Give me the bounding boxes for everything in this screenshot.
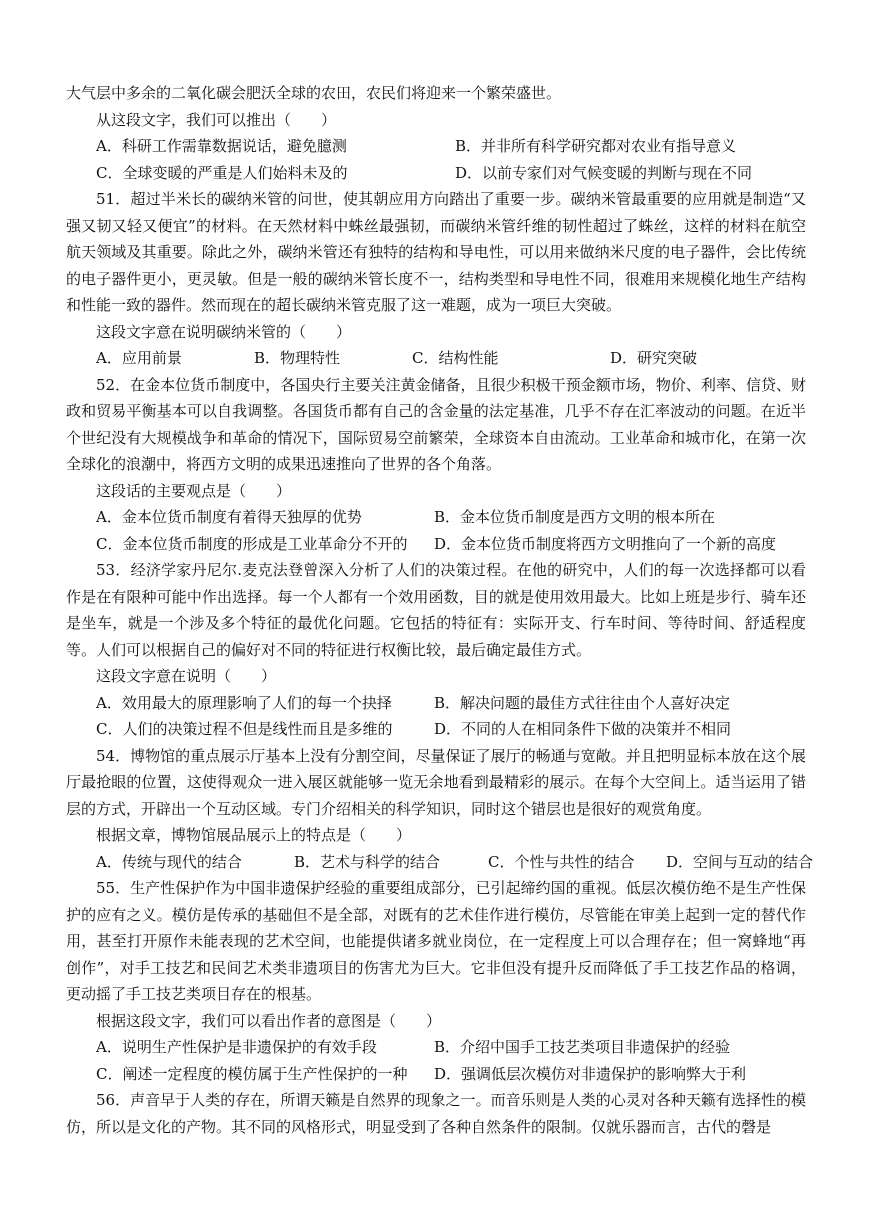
option-b: B．物理特性 [254,349,341,367]
option-d: D．不同的人在相同条件下做的决策并不相同 [434,720,732,738]
option-d: D．研究突破 [610,349,698,367]
option-b: B．解决问题的最佳方式往往由个人喜好决定 [434,693,731,712]
option-d: D．空间与互动的结合 [666,852,814,871]
option-b: B．艺术与科学的结合 [294,852,441,871]
option-b: B．金本位货币制度是西方文明的根本所在 [434,508,716,526]
question-52-stem: 这段话的主要观点是（ ） [96,481,292,500]
option-c: C．金本位货币制度的形成是工业革命分不开的 [96,534,408,553]
option-c: C．阐述一定程度的模仿属于生产性保护的一种 [96,1064,408,1083]
option-c: C．全球变暖的严重是人们始料未及的 [96,163,348,182]
document-page [66,80,814,1140]
option-b: B．并非所有科学研究都对农业有指导意义 [455,137,737,155]
question-54-passage: 54．博物馆的重点展示厅基本上没有分割空间，尽量保证了展厅的畅通与宽敞。并且把明显标本放在这个展厅最抢眼的位置，这使得观众一进入展区就能够一览无余地看到最精彩的展示。在每个大空间上。适当运用了错层的方式，开辟出一个互动区域。专门介绍相关的科学知识，同时这个错层也是很好的观赏角度。 [66,746,806,818]
question-54-options [66,849,814,876]
question-51-passage: 51．超过半米长的碳纳米管的问世，使其朝应用方向踏出了重要一步。碳纳米管最重要的应用就是制造“又强又韧又轻又便宜”的材料。在天然材料中蛛丝最强韧，而碳纳米管纤维的韧性超过了蛛丝，这样的材料在航空航天领域及其重要。除此之外，碳纳米管还有独特的结构和导电性，可以用来做纳米尺度的电子器件，会比传统的电子器件更小，更灵敏。但是一般的碳纳米管长度不一，结构类型和导电性不同，很难用来规模化地生产结构和性能一致的器件。然而现在的超长碳纳米管克服了这一难题，成为一项巨大突破。 [66,190,806,314]
option-a: A．应用前景 [96,349,182,367]
option-c: C．结构性能 [412,349,499,367]
option-a: A．科研工作需靠数据说话，避免臆测 [96,137,347,155]
question-51-stem: 这段文字意在说明碳纳米管的（ ） [96,322,352,341]
question-52-passage: 52．在金本位货币制度中，各国央行主要关注黄金储备，且很少积极干预金额市场，物价、利率、信贷、财政和贸易平衡基本可以自我调整。各国货币都有自己的含金量的法定基准，几乎不存在汇率波动的问题。在近半个世纪没有大规模战争和革命的情况下，国际贸易空前繁荣，全球资本自由流动。工业革命和城市化，在第一次全球化的浪潮中，将西方文明的成果迅速推向了世界的各个角落。 [66,375,806,473]
question-50-stem: 从这段文字，我们可以推出（ ） [96,110,337,129]
option-d: D．强调低层次模仿对非遗保护的影响弊大于利 [434,1064,747,1083]
question-53-passage: 53．经济学家丹尼尔.麦克法登曾深入分析了人们的决策过程。在他的研究中，人们的每一次选择都可以看作是在有限种可能中作出选择。每一个人都有一个效用函数，目的就是使用效用最大。比如上班是步行、骑车还是坐车，就是一个涉及多个特征的最优化问题。它包括的特征有：实际开支、行车时间、等待时间、舒适程度等。人们可以根据自己的偏好对不同的特征进行权衡比较，最后确定最佳方式。 [66,561,806,659]
question-50-options [66,133,806,186]
option-b: B．介绍中国手工技艺类项目非遗保护的经验 [434,1038,731,1056]
question-52-options [66,504,806,557]
question-53-options [66,690,806,743]
question-51-options [66,345,806,372]
option-d: D．以前专家们对气候变暖的判断与现在不同 [455,163,753,182]
option-a: A．效用最大的原理影响了人们的每一个抉择 [96,693,392,712]
passage-continuation: 大气层中多余的二氧化碳会肥沃全球的农田，农民们将迎来一个繁荣盛世。 [66,84,562,102]
option-a: A．传统与现代的结合 [96,852,242,871]
question-55-options [66,1034,806,1087]
option-c: C．人们的决策过程不但是线性而且是多维的 [96,720,393,738]
option-c: C．个性与共性的结合 [488,852,635,871]
option-d: D．金本位货币制度将西方文明推向了一个新的高度 [434,534,777,553]
question-55-stem: 根据这段文字，我们可以看出作者的意图是（ ） [96,1011,442,1030]
question-56-passage: 56．声音早于人类的存在，所谓天籁是自然界的现象之一。而音乐则是人类的心灵对各种天籁有选择性的模仿，所以是文化的产物。其不同的风格形式，明显受到了各种自然条件的限制。仅就乐器而言，古代的磬是 [66,1091,806,1136]
question-53-stem: 这段文字意在说明（ ） [96,667,277,685]
question-54-stem: 根据文章，博物馆展品展示上的特点是（ ） [96,826,412,844]
option-a: A．说明生产性保护是非遗保护的有效手段 [96,1038,377,1056]
option-a: A．金本位货币制度有着得天独厚的优势 [96,508,362,526]
question-55-passage: 55．生产性保护作为中国非遗保护经验的重要组成部分，已引起缔约国的重视。低层次模仿绝不是生产性保护的应有之义。模仿是传承的基础但不是全部，对既有的艺术佳作进行模仿，尽管能在审美上起到一定的替代作用，甚至打开原作未能表现的艺术空间，也能提供诸多就业岗位，在一定程度上可以合理存在；但一窝蜂地“再创作”，对手工技艺和民间艺术类非遗项目的伤害尤为巨大。它非但没有提升反而降低了手工技艺作品的格调，更动摇了手工技艺类项目存在的根基。 [66,879,806,1003]
